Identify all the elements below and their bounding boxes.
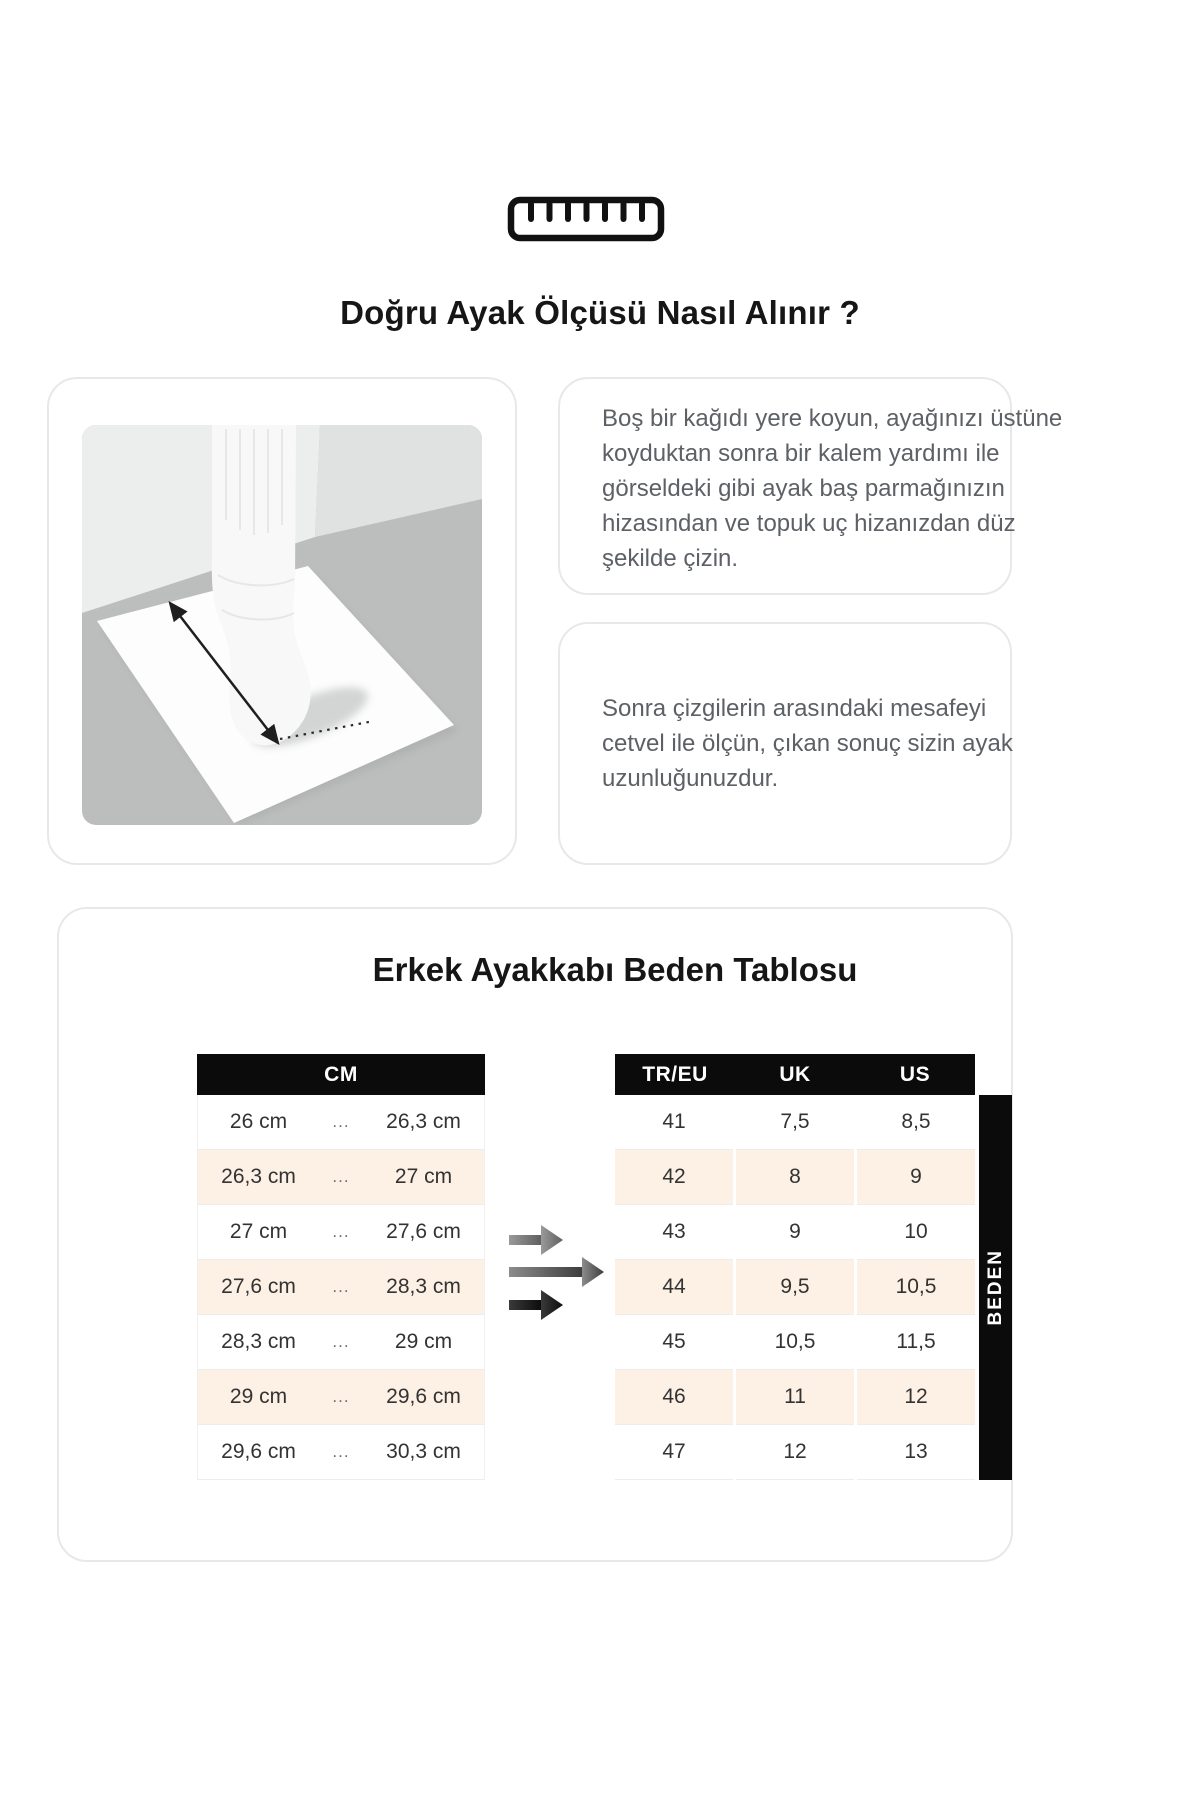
size-cell-uk: 9,5 bbox=[736, 1260, 854, 1315]
cm-value-to: 28,3 cm bbox=[386, 1275, 461, 1298]
foot-measurement-illustration bbox=[82, 425, 482, 825]
size-cell-us: 12 bbox=[857, 1370, 975, 1425]
col-header-treu: TR/EU bbox=[642, 1062, 708, 1086]
instruction-line: uzunluğunuzdur. bbox=[602, 765, 779, 792]
cm-separator: ... bbox=[332, 1277, 350, 1296]
instruction-line: Boş bir kağıdı yere koyun, ayağınızı üstüne bbox=[602, 405, 1063, 432]
foot-photo-card bbox=[47, 377, 517, 865]
cm-value-to: 29 cm bbox=[394, 1330, 453, 1353]
beden-side-bar bbox=[979, 1095, 1012, 1480]
cm-value-to: 26,3 cm bbox=[386, 1110, 461, 1133]
size-cell-treu: 43 bbox=[615, 1205, 733, 1260]
size-cell-treu: 44 bbox=[615, 1260, 733, 1315]
instruction-line: hizasından ve topuk uç hizanızdan düz bbox=[602, 510, 1016, 537]
size-cell-treu: 46 bbox=[615, 1370, 733, 1425]
cm-value-from: 29 cm bbox=[229, 1385, 288, 1408]
instruction-card-2 bbox=[558, 622, 1012, 865]
cm-separator: ... bbox=[332, 1332, 350, 1351]
cm-separator: ... bbox=[332, 1387, 350, 1406]
cm-value-from: 26,3 cm bbox=[221, 1165, 296, 1188]
size-cell-treu: 41 bbox=[615, 1095, 733, 1150]
cm-separator: ... bbox=[332, 1167, 350, 1186]
col-header-us: US bbox=[899, 1062, 931, 1086]
cm-value-to: 27 cm bbox=[394, 1165, 453, 1188]
instruction-line: Sonra çizgilerin arasındaki mesafeyi bbox=[602, 695, 987, 722]
size-table-row bbox=[615, 1150, 975, 1205]
cm-table-header: CM bbox=[197, 1054, 485, 1095]
instruction-step-2 bbox=[602, 691, 1013, 796]
cm-table-row bbox=[198, 1150, 484, 1205]
size-chart-title: Erkek Ayakkabı Beden Tablosu bbox=[372, 951, 858, 988]
cm-value-to: 30,3 cm bbox=[386, 1440, 461, 1463]
size-table-row bbox=[615, 1315, 975, 1370]
size-chart-card bbox=[57, 907, 1013, 1562]
cm-range-table bbox=[197, 1054, 485, 1480]
size-cell-uk: 7,5 bbox=[736, 1095, 854, 1150]
size-table-row bbox=[615, 1260, 975, 1315]
size-cell-us: 9 bbox=[857, 1150, 975, 1205]
cm-table-row bbox=[198, 1095, 484, 1150]
cm-table-row bbox=[198, 1205, 484, 1260]
size-cell-uk: 11 bbox=[736, 1370, 854, 1425]
size-cell-treu: 45 bbox=[615, 1315, 733, 1370]
size-cell-uk: 9 bbox=[736, 1205, 854, 1260]
size-cell-treu: 42 bbox=[615, 1150, 733, 1205]
size-table-header bbox=[615, 1054, 975, 1095]
ruler-icon bbox=[507, 196, 665, 242]
cm-table-body bbox=[197, 1095, 485, 1480]
instruction-step-1 bbox=[602, 401, 1063, 576]
arrow-bottom bbox=[509, 1290, 563, 1320]
cm-table-row bbox=[198, 1370, 484, 1425]
size-conversion-table bbox=[615, 1054, 975, 1480]
size-cell-uk: 12 bbox=[736, 1425, 854, 1480]
size-table-row bbox=[615, 1425, 975, 1480]
col-header-uk: UK bbox=[779, 1062, 811, 1086]
size-cell-treu: 47 bbox=[615, 1425, 733, 1480]
size-cell-us: 10,5 bbox=[857, 1260, 975, 1315]
cm-value-from: 26 cm bbox=[229, 1110, 288, 1133]
arrow-top bbox=[509, 1225, 563, 1255]
cm-value-from: 27 cm bbox=[229, 1220, 288, 1243]
cm-separator: ... bbox=[332, 1112, 350, 1131]
cm-table-row bbox=[198, 1315, 484, 1370]
size-table-row bbox=[615, 1370, 975, 1425]
size-table-body bbox=[615, 1095, 975, 1480]
size-cell-us: 11,5 bbox=[857, 1315, 975, 1370]
cm-value-to: 27,6 cm bbox=[386, 1220, 461, 1243]
beden-label: BEDEN bbox=[984, 1249, 1006, 1326]
cm-table-row bbox=[198, 1260, 484, 1315]
size-cell-uk: 8 bbox=[736, 1150, 854, 1205]
cm-separator: ... bbox=[332, 1442, 350, 1461]
size-cell-us: 8,5 bbox=[857, 1095, 975, 1150]
arrow-middle bbox=[509, 1257, 604, 1287]
cm-table-row bbox=[198, 1425, 484, 1480]
size-table-row bbox=[615, 1205, 975, 1260]
page-title: Doğru Ayak Ölçüsü Nasıl Alınır ? bbox=[340, 294, 860, 331]
instruction-line: şekilde çizin. bbox=[602, 545, 739, 572]
size-cell-uk: 10,5 bbox=[736, 1315, 854, 1370]
size-cell-us: 13 bbox=[857, 1425, 975, 1480]
cm-value-to: 29,6 cm bbox=[386, 1385, 461, 1408]
size-cell-us: 10 bbox=[857, 1205, 975, 1260]
cm-separator: ... bbox=[332, 1222, 350, 1241]
cm-value-from: 29,6 cm bbox=[221, 1440, 296, 1463]
instruction-card-1 bbox=[558, 377, 1063, 595]
size-table-row bbox=[615, 1095, 975, 1150]
instruction-line: cetvel ile ölçün, çıkan sonuç sizin ayak bbox=[602, 730, 1013, 757]
instruction-line: koyduktan sonra bir kalem yardımı ile bbox=[602, 440, 1000, 467]
cm-value-from: 27,6 cm bbox=[221, 1275, 296, 1298]
instruction-line: görseldeki gibi ayak baş parmağınızın bbox=[602, 475, 1005, 502]
cm-value-from: 28,3 cm bbox=[221, 1330, 296, 1353]
